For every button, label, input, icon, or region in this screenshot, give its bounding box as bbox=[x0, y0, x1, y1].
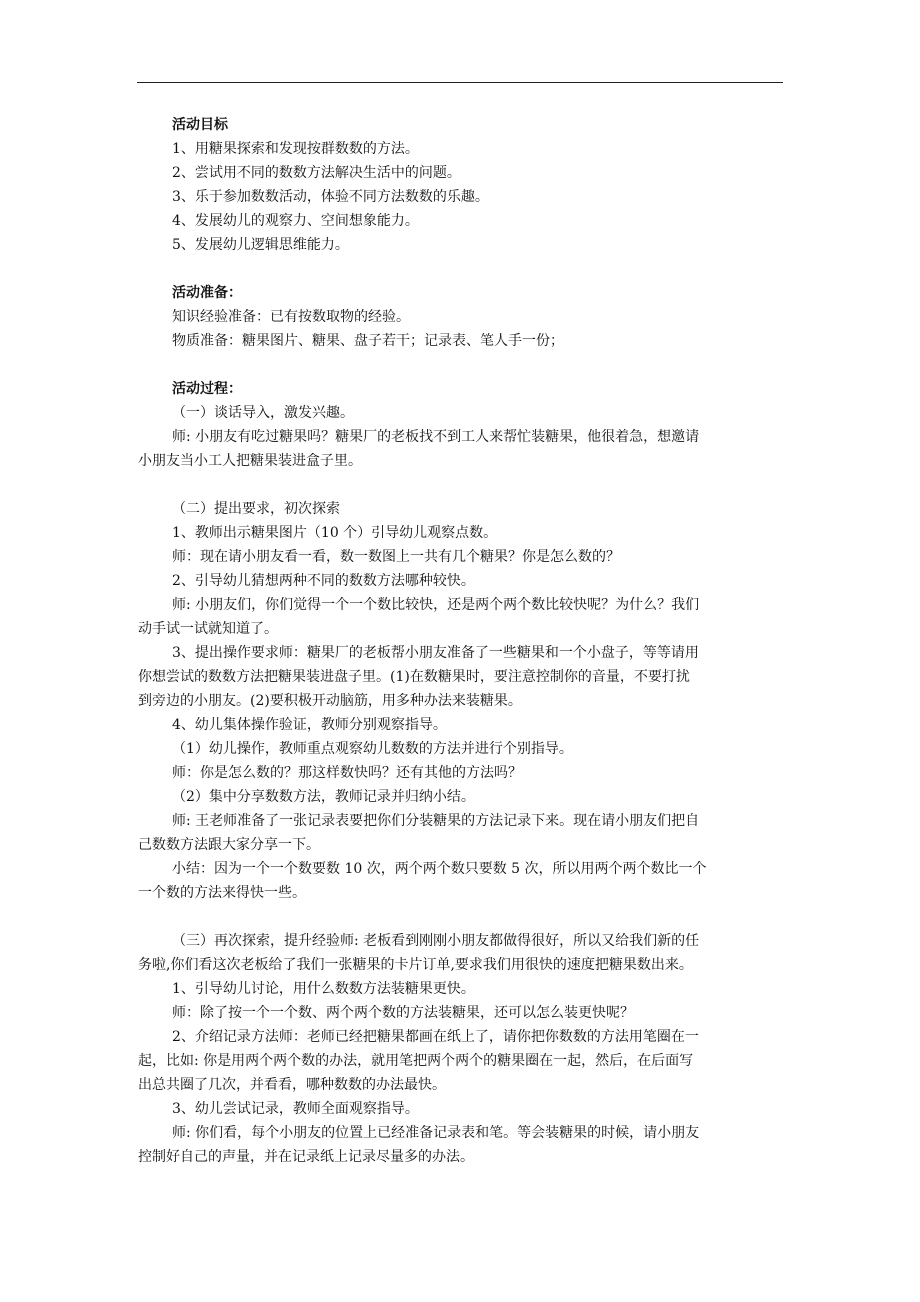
process-line: 务啦,你们看这次老板给了我们一张糖果的卡片订单,要求我们用很快的速度把糖果数出来。 bbox=[138, 957, 693, 973]
goals-heading: 活动目标 bbox=[172, 117, 228, 133]
goal-item: 2、尝试用不同的数数方法解决生活中的问题。 bbox=[172, 165, 461, 181]
process-line: （三）再次探索，提升经验师: 老板看到刚刚小朋友都做得很好，所以又给我们新的任 bbox=[172, 933, 700, 949]
process-line: 师: 你们看，每个小朋友的位置上已经准备记录表和笔。等会装糖果的时候，请小朋友 bbox=[172, 1125, 700, 1141]
prep-item: 物质准备：糖果图片、糖果、盘子若干；记录表、笔人手一份； bbox=[172, 333, 564, 349]
process-line: 师: 小朋友有吃过糖果吗？糖果厂的老板找不到工人来帮忙装糖果，他很着急，想邀请 bbox=[172, 429, 700, 445]
process-line: 师：除了按一个一个数、两个两个数的方法装糖果，还可以怎么装更快呢？ bbox=[172, 1005, 634, 1021]
process-line: 一个数的方法来得快一些。 bbox=[138, 885, 306, 901]
process-line: （二）提出要求，初次探索 bbox=[172, 501, 340, 517]
goal-item: 3、乐于参加数数活动，体验不同方法数数的乐趣。 bbox=[172, 189, 489, 205]
process-line: 小结：因为一个一个数要数 10 次，两个两个数只要数 5 次，所以用两个两个数比一个 bbox=[172, 861, 707, 877]
process-line: 小朋友当小工人把糖果装进盒子里。 bbox=[138, 453, 362, 469]
process-line: 动手试一试就知道了。 bbox=[138, 621, 278, 637]
process-line: 控制好自己的声量，并在记录纸上记录尽量多的办法。 bbox=[138, 1149, 474, 1165]
process-line: 3、幼儿尝试记录，教师全面观察指导。 bbox=[172, 1101, 419, 1117]
goal-item: 5、发展幼儿逻辑思维能力。 bbox=[172, 237, 349, 253]
process-line: 师：现在请小朋友看一看，数一数图上一共有几个糖果？你是怎么数的？ bbox=[172, 549, 620, 565]
process-line: 出总共圈了几次，并看看，哪种数数的办法最快。 bbox=[138, 1077, 446, 1093]
process-line: 起，比如: 你是用两个两个数的办法，就用笔把两个两个的糖果圈在一起，然后，在后面写 bbox=[138, 1053, 694, 1069]
process-line: 己数数方法跟大家分享一下。 bbox=[138, 837, 320, 853]
process-line: （2）集中分享数数方法，教师记录并归纳小结。 bbox=[172, 789, 475, 805]
prep-heading: 活动准备： bbox=[172, 285, 242, 301]
goal-item: 4、发展幼儿的观察力、空间想象能力。 bbox=[172, 213, 419, 229]
process-line: 到旁边的小朋友。(2)要积极开动脑筋，用多种办法来装糖果。 bbox=[138, 693, 522, 709]
process-line: 1、引导幼儿讨论，用什么数数方法装糖果更快。 bbox=[172, 981, 475, 997]
goal-item: 1、用糖果探索和发现按群数数的方法。 bbox=[172, 141, 419, 157]
process-line: 师：你是怎么数的？那这样数快吗？还有其他的方法吗？ bbox=[172, 765, 522, 781]
process-line: （1）幼儿操作，教师重点观察幼儿数数的方法并进行个别指导。 bbox=[172, 741, 573, 757]
process-line: （一）谈话导入，激发兴趣。 bbox=[172, 405, 354, 421]
document-body bbox=[138, 113, 784, 1169]
process-line: 你想尝试的数数方法把糖果装进盘子里。(1)在数糖果时，要注意控制你的音量，不要打扰 bbox=[138, 669, 690, 685]
prep-item: 知识经验准备：已有按数取物的经验。 bbox=[172, 309, 410, 325]
process-line: 3、提出操作要求师：糖果厂的老板帮小朋友准备了一些糖果和一个小盘子，等等请用 bbox=[172, 645, 699, 661]
process-line: 2、引导幼儿猜想两种不同的数数方法哪种较快。 bbox=[172, 573, 475, 589]
header-rule bbox=[137, 82, 783, 83]
process-line: 师: 小朋友们，你们觉得一个一个数比较快，还是两个两个数比较快呢？为什么？我们 bbox=[172, 597, 700, 613]
process-line: 4、幼儿集体操作验证，教师分别观察指导。 bbox=[172, 717, 447, 733]
process-line: 1、教师出示糖果图片（10 个）引导幼儿观察点数。 bbox=[172, 525, 498, 541]
process-line: 师: 王老师准备了一张记录表要把你们分装糖果的方法记录下来。现在请小朋友们把自 bbox=[172, 813, 700, 829]
process-line: 2、介绍记录方法师：老师已经把糖果都画在纸上了，请你把你数数的方法用笔圈在一 bbox=[172, 1029, 699, 1045]
process-heading: 活动过程： bbox=[172, 381, 242, 397]
